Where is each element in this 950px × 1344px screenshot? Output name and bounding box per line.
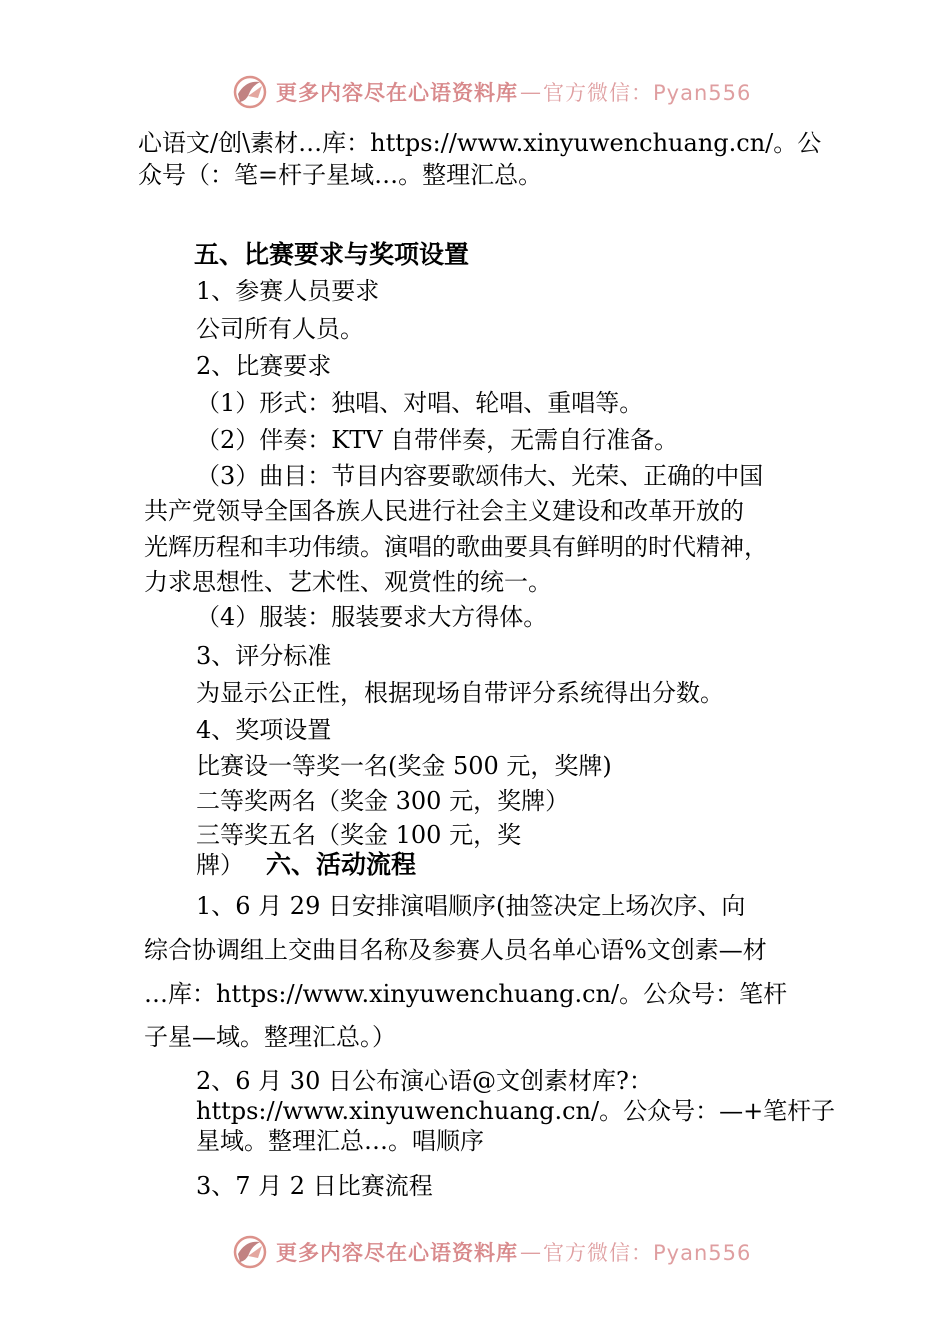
header-watermark <box>232 74 751 110</box>
text-line: 比赛设一等奖一名(奖金 500 元，奖牌) <box>196 752 612 780</box>
text-line: （3）曲目：节目内容要歌颂伟大、光荣、正确的中国 <box>196 462 764 490</box>
section-heading: 五、比赛要求与奖项设置 <box>194 240 470 269</box>
text-line: 光辉历程和丰功伟绩。演唱的歌曲要具有鲜明的时代精神， <box>144 533 768 561</box>
text-line: 共产党领导全国各族人民进行社会主义建设和改革开放的 <box>144 497 744 525</box>
watermark-wechat: 官方微信：Pyan556 <box>543 1241 752 1265</box>
section-heading: 六、活动流程 <box>266 850 417 879</box>
text-line: 公司所有人员。 <box>196 315 364 343</box>
text-line: 力求思想性、艺术性、观赏性的统一。 <box>144 568 552 596</box>
text-line: （2）伴奏：KTV 自带伴奏，无需自行准备。 <box>196 426 679 454</box>
watermark-separator: — <box>520 1240 541 1264</box>
text-line: …库：https://www.xinyuwenchuang.cn/。公众号：笔杆 <box>144 980 788 1008</box>
brand-logo-icon <box>232 1234 268 1270</box>
text-line: 1、6 月 29 日安排演唱顺序(抽签决定上场次序、向 <box>196 892 746 920</box>
text-fragment: 牌） <box>196 851 244 879</box>
text-line: 1、参赛人员要求 <box>196 277 380 305</box>
text-line: 为显示公正性，根据现场自带评分系统得出分数。 <box>196 679 724 707</box>
watermark-wechat: 官方微信：Pyan556 <box>543 81 752 105</box>
text-line: 综合协调组上交曲目名称及参赛人员名单心语%文创素—材 <box>144 936 767 964</box>
text-line: 心语文/创\素材…库：https://www.xinyuwenchuang.cn/。公 <box>138 129 822 157</box>
text-line: 二等奖两名（奖金 300 元，奖牌） <box>196 787 570 815</box>
text-line: 子星—域。整理汇总。） <box>144 1023 396 1051</box>
brand-logo-icon <box>232 74 268 110</box>
text-line: （4）服装：服装要求大方得体。 <box>196 603 548 631</box>
text-line: 2、比赛要求 <box>196 352 332 380</box>
text-line: 4、奖项设置 <box>196 716 332 744</box>
watermark-text: 更多内容尽在心语资料库 <box>276 80 518 105</box>
text-line: 三等奖五名（奖金 100 元，奖 <box>196 821 522 849</box>
text-line: （1）形式：独唱、对唱、轮唱、重唱等。 <box>196 389 644 417</box>
text-line: 星域。整理汇总…。唱顺序 <box>196 1127 484 1155</box>
watermark-separator: — <box>520 80 541 104</box>
text-line: 3、7 月 2 日比赛流程 <box>196 1172 433 1200</box>
text-line: 众号（：笔=杆子星域…。整理汇总。 <box>138 161 543 189</box>
text-line: https://www.xinyuwenchuang.cn/。公众号：—+笔杆子 <box>196 1097 836 1125</box>
text-line: 2、6 月 30 日公布演心语@文创素材库?： <box>196 1067 653 1095</box>
watermark-text: 更多内容尽在心语资料库 <box>276 1240 518 1265</box>
text-line: 3、评分标准 <box>196 642 332 670</box>
text-line <box>196 850 416 880</box>
footer-watermark <box>232 1234 751 1270</box>
